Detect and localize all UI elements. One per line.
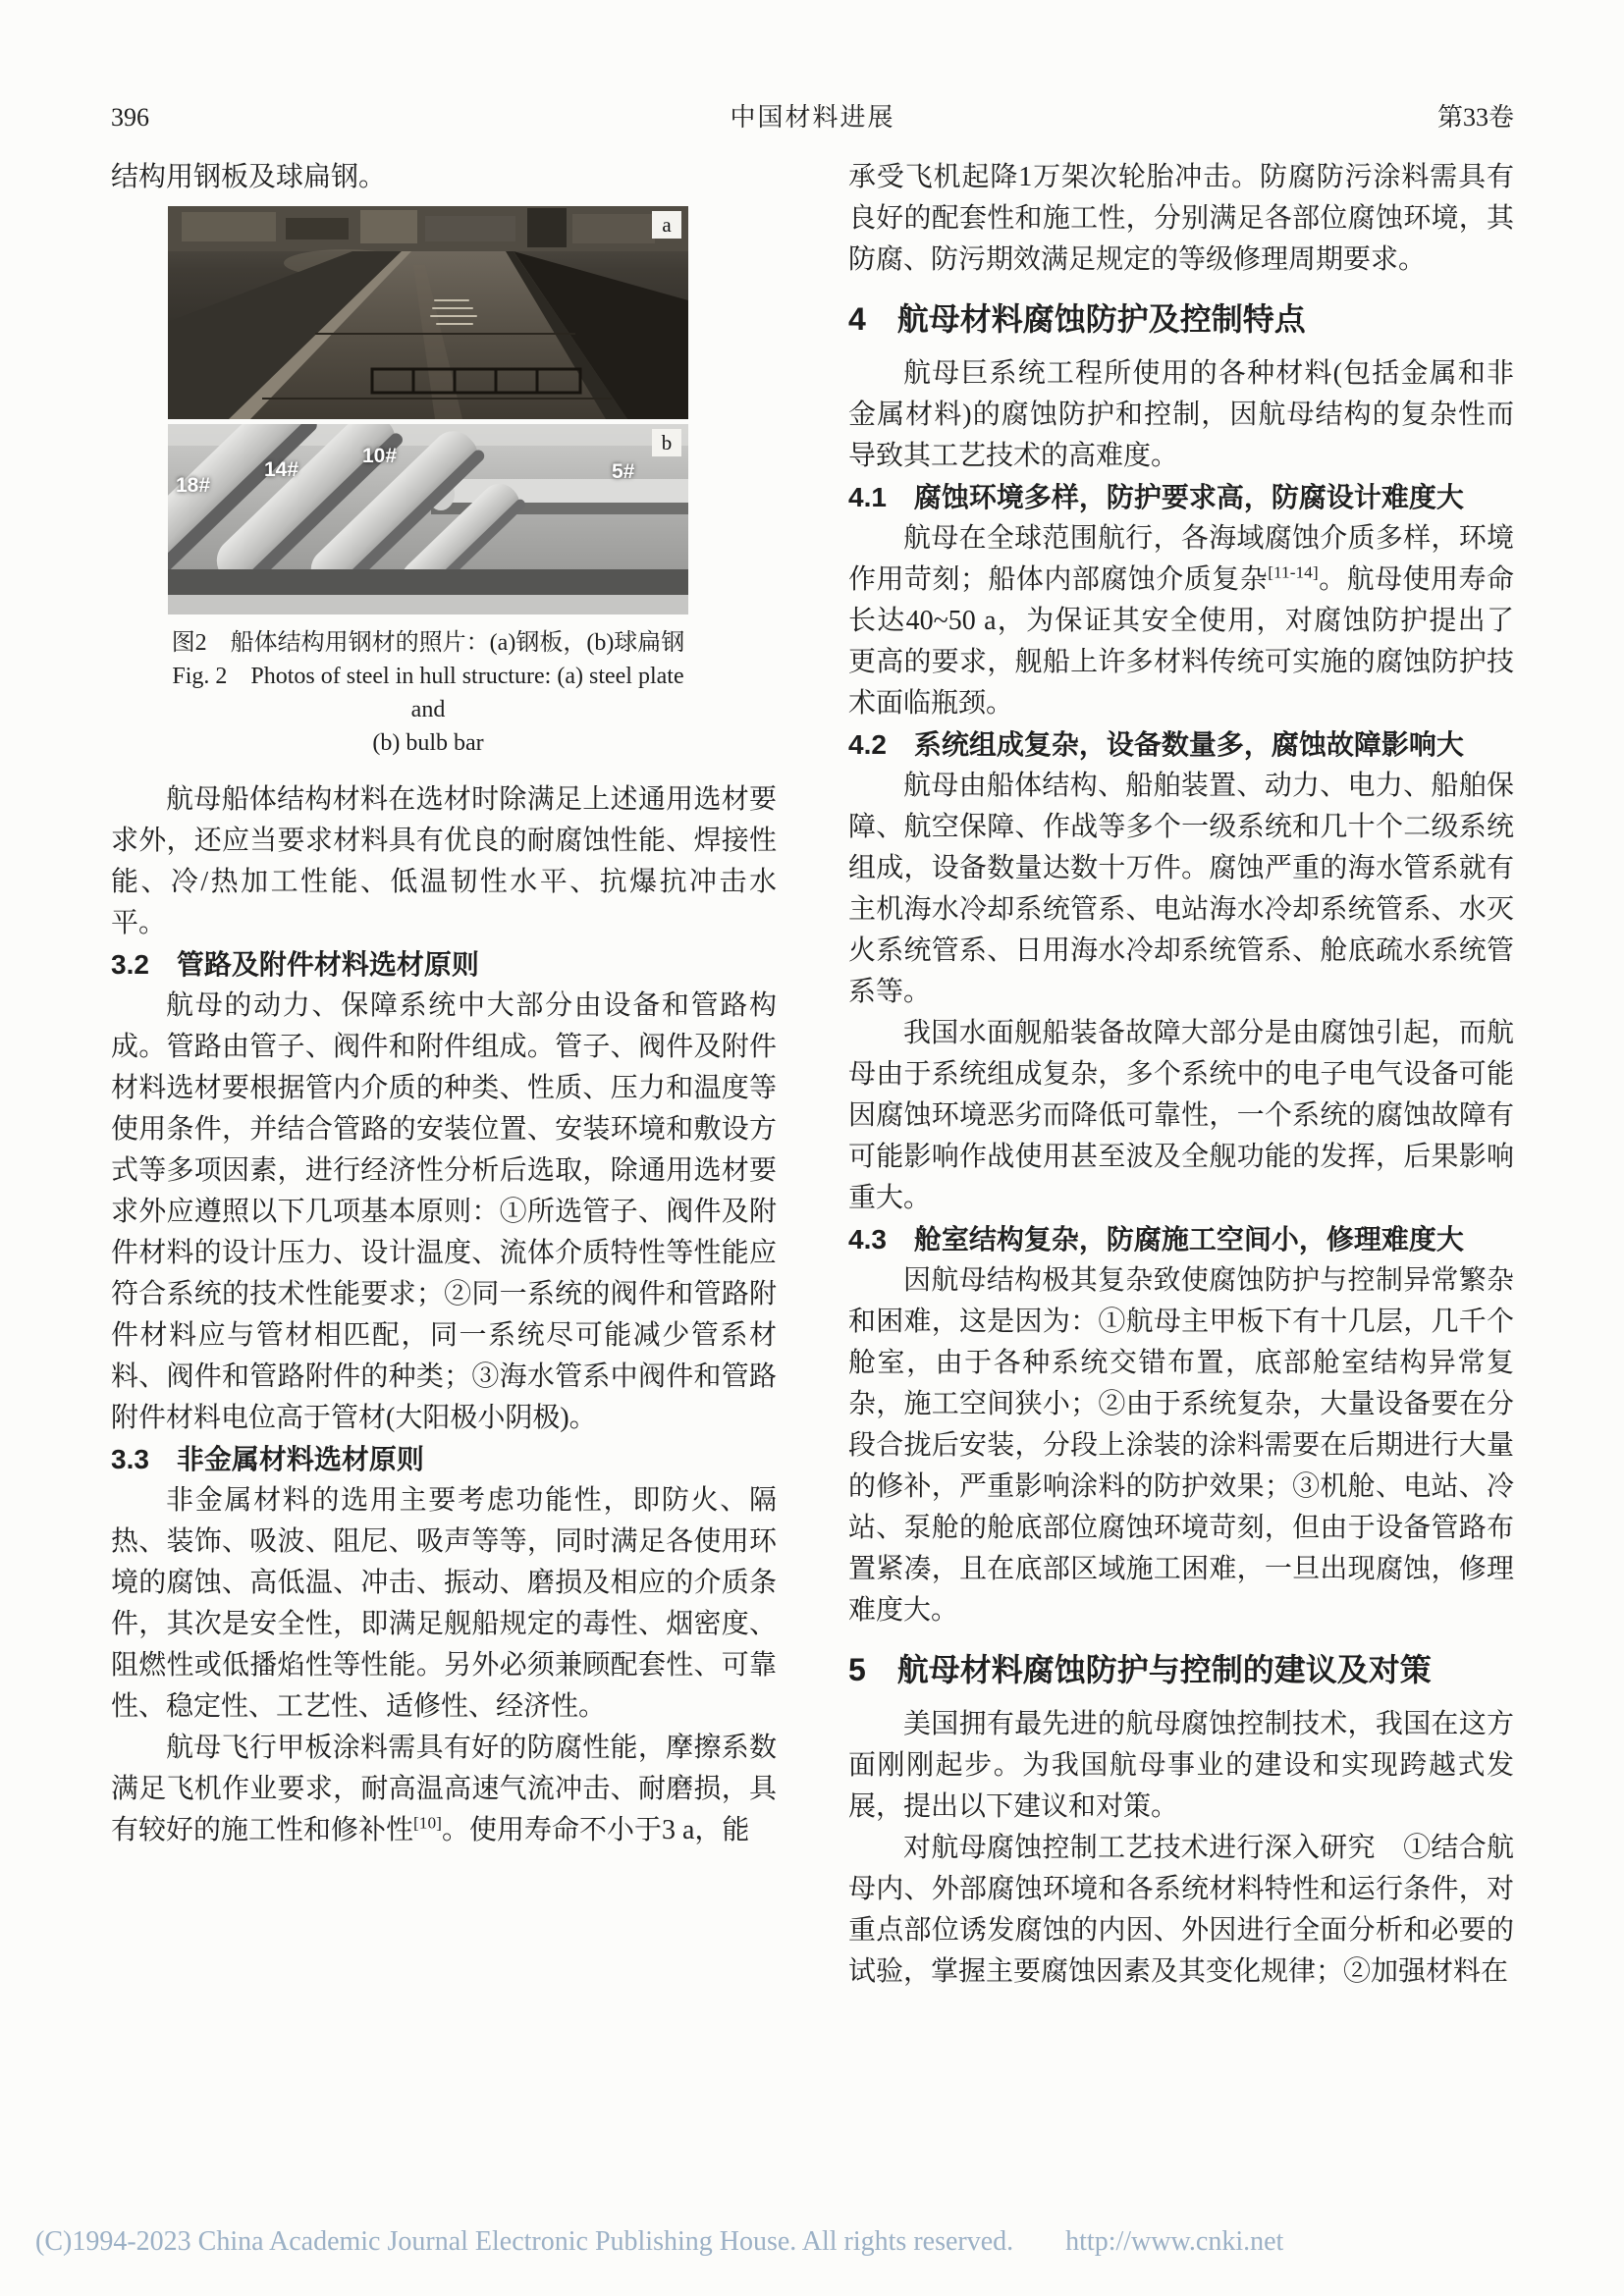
section-heading-4-2: 4.2 系统组成复杂，设备数量多，腐蚀故障影响大 [848,729,1464,760]
paragraph-section4-intro: 航母巨系统工程所使用的各种材料(包括金属和非金属材料)的腐蚀防护和控制，因航母结构的复杂性而导致其工艺技术的高难度。 [848,358,1514,471]
paragraph-flight-deck-coating: 航母飞行甲板涂料需具有好的防腐性能，摩擦系数满足飞机作业要求，耐高温高速气流冲击、耐磨损，具有较好的施工性和修补性[10]。使用寿命不小于3 a，能 [111,1733,777,1845]
photo-a-corner-label: a [652,211,681,239]
steel-plate-photo-illustration [168,206,688,419]
paragraph-nonmetal-material-selection: 非金属材料的选用主要考虑功能性，即防火、隔热、装饰、吸波、阻尼、吸声等等，同时满足各使用环境的腐蚀、高低温、冲击、振动、磨损及相应的介质条件，其次是安全性，即满足舰船规定的毒性、烟密度、阻燃性或低播焰性等性能。另外必须兼顾配套性、可靠性、稳定性、工艺性、适修性、经济性。 [111,1485,777,1722]
right-column [848,157,1514,1993]
running-head [111,102,1514,133]
figure2-caption-english-line1: Fig. 2 Photos of steel in hull structure: (a) steel plate and [172,664,684,722]
paragraph-cabin-structure-complexity: 因航母结构极其复杂致使腐蚀防护与控制异常繁杂和困难，这是因为：①航母主甲板下有十几层，几千个舱室，由于各种系统交错布置，底部舱室结构异常复杂，施工空间狭小；②由于系统复杂，大量设备要在分段合拢后安装，分段上涂装的涂料需要在后期进行大量的修补，严重影响涂料的防护效果；③机舱、电站、冷站、泵舱的舱底部位腐蚀环境苛刻，但由于设备管路布置紧凑，且在底部区域施工困难，一旦出现腐蚀，修理难度大。 [848,1265,1514,1626]
left-column [111,157,777,1851]
section-heading-3-3: 3.3 非金属材料选材原则 [111,1444,424,1474]
section-heading-5: 5 航母材料腐蚀防护与控制的建议及对策 [848,1652,1432,1687]
paragraph-piping-material-principles: 航母的动力、保障系统中大部分由设备和管路构成。管路由管子、阀件和附件组成。管子、阀件及附件材料选材要根据管内介质的种类、性质、压力和温度等使用条件，并结合管路的安装位置、安装环境和敷设方式等多项因素，进行经济性分析后选取，除通用选材要求外应遵照以下几项基本原则：①所选管子、阀件及附件材料的设计压力、设计温度、流体介质特性等性能应符合系统的技术性能要求；②同一系统的阀件和管路附件材料应与管材相匹配，同一系统尽可能减少管系材料、阀件和管路附件的种类；③海水管系中阀件和管路附件材料电位高于管材(大阳极小阴极)。 [111,990,777,1433]
figure2-photo-a-steel-plate [168,206,688,419]
figure2-caption [168,626,688,760]
paragraph-system-composition: 航母由船体结构、船舶装置、动力、电力、船舶保障、航空保障、作战等多个一级系统和几十个二级系统组成，设备数量达数十万件。腐蚀严重的海水管系就有主机海水冷却系统管系、电站海水冷却系统管系、水灭火系统管系、日用海水冷却系统管系、舱底疏水系统管系等。 [848,771,1514,1007]
paragraph-coating-continuation: 承受飞机起降1万架次轮胎冲击。防腐防污涂料需具有良好的配套性和施工性，分别满足各部位腐蚀环境，其防腐、防污期效满足规定的等级修理周期要求。 [848,162,1514,275]
section-heading-4-3: 4.3 舱室结构复杂，防腐施工空间小，修理难度大 [848,1224,1464,1255]
section-heading-4: 4 航母材料腐蚀防护及控制特点 [848,301,1306,337]
journal-title: 中国材料进展 [730,103,895,132]
bulb-size-label-14: 14# [264,458,299,481]
figure2-caption-chinese: 图2 船体结构用钢材的照片：(a)钢板，(b)球扁钢 [171,630,685,656]
bulb-size-label-5: 5# [612,460,635,483]
volume-label: 第33卷 [1436,103,1514,132]
bulb-size-label-18: 18# [176,474,211,497]
paragraph-hull-material-selection: 航母船体结构材料在选材时除满足上述通用选材要求外，还应当要求材料具有优良的耐腐蚀性能、焊接性能、冷/热加工性能、低温韧性水平、抗爆抗冲击水平。 [111,784,777,938]
paragraph-section5-suggestion1: 对航母腐蚀控制工艺技术进行深入研究 ①结合航母内、外部腐蚀环境和各系统材料特性和运行条件，对重点部位诱发腐蚀的内因、外因进行全面分析和必要的试验，掌握主要腐蚀因素及其变化规律；②加强材料在 [848,1833,1514,1987]
photo-b-corner-label: b [652,429,681,456]
page-number: 396 [111,103,149,132]
copyright-footer [35,2225,1283,2259]
section-heading-4-1: 4.1 腐蚀环境多样，防护要求高，防腐设计难度大 [848,482,1464,512]
paragraph-corrosion-failure-impact: 我国水面舰船装备故障大部分是由腐蚀引起，而航母由于系统组成复杂，多个系统中的电子电气设备可能因腐蚀环境恶劣而降低可靠性，一个系统的腐蚀故障有可能影响作战使用甚至波及全舰功能的发挥，后果影响重大。 [848,1018,1514,1213]
paragraph-section5-intro: 美国拥有最先进的航母腐蚀控制技术，我国在这方面刚刚起步。为我国航母事业的建设和实现跨越式发展，提出以下建议和对策。 [848,1709,1514,1822]
figure2-photo-b-bulb-bars [168,424,688,614]
paragraph-structural-steel-fragment: 结构用钢板及球扁钢。 [111,162,387,192]
figure2-caption-english-line2: (b) bulb bar [372,730,484,756]
figure-2 [168,206,688,760]
copyright-text: (C)1994-2023 China Academic Journal Electronic Publishing House. All rights reserved. [35,2226,1014,2257]
bulb-bar-photo-illustration [168,424,688,614]
section-heading-3-2: 3.2 管路及附件材料选材原则 [111,949,479,980]
paragraph-corrosion-environment: 航母在全球范围航行，各海域腐蚀介质多样，环境作用苛刻；船体内部腐蚀介质复杂[11-14]。航母使用寿命长达40~50 a，为保证其安全使用，对腐蚀防护提出了更高的要求，舰船上许多材料传统可实施的腐蚀防护技术面临瓶颈。 [848,523,1514,719]
cnki-url: http://www.cnki.net [1065,2226,1284,2257]
bulb-size-label-10: 10# [362,445,398,467]
